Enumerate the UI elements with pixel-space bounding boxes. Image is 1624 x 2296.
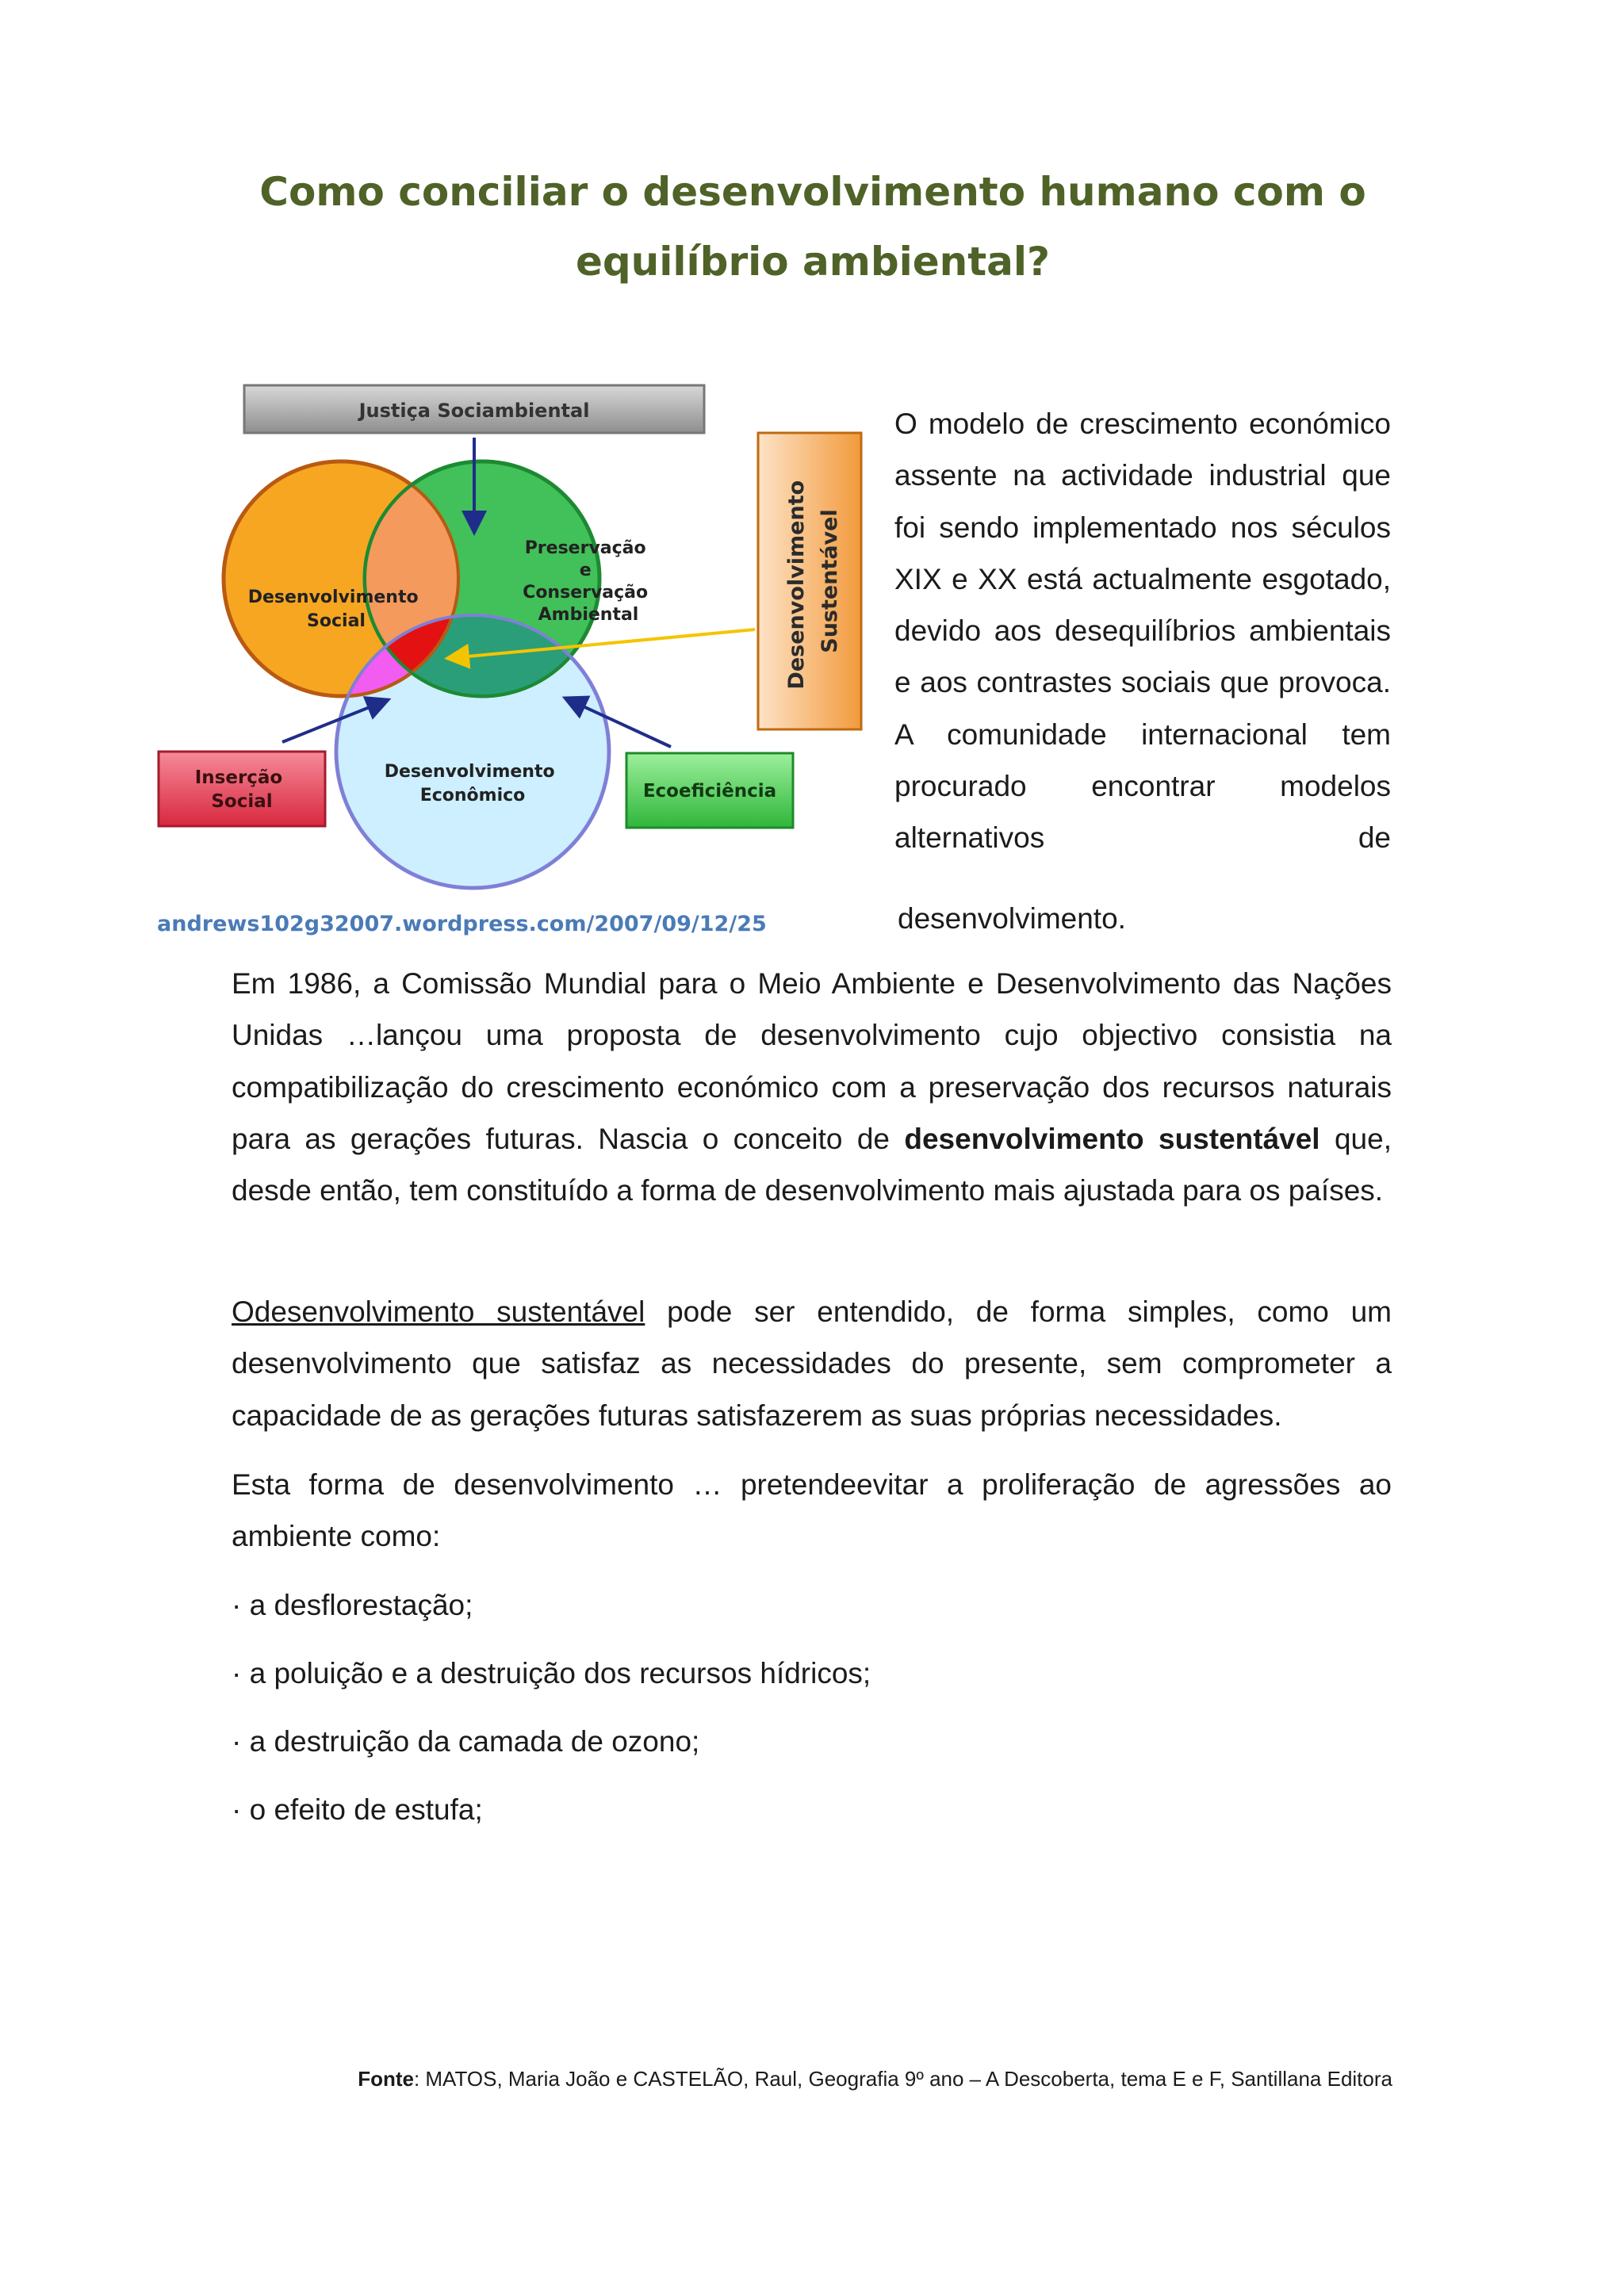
definition-term: Odesenvolvimento sustentável — [232, 1295, 645, 1328]
source-label: Fonte — [358, 2067, 414, 2091]
list-item: · a destruição da camada de ozono; — [232, 1725, 700, 1758]
social-inclusion-label-1: Inserção — [194, 767, 283, 788]
paragraph-3: Esta forma de desenvolvimento … pretendeevitar a proliferação de agressões ao ambiente como: — [232, 1468, 1392, 1553]
sustainable-banner-label-1: Desenvolvimento — [784, 480, 809, 690]
page-title: Como conciliar o desenvolvimento humano com o equilíbrio ambiental? — [259, 169, 1366, 285]
paragraph-1: Em 1986, a Comissão Mundial para o Meio Ambiente e Desenvolvimento das Nações Unidas …lançou uma proposta de desenvolvimento cujo objectivo consistia na compatibilização do crescimento económico com a preservação dos recursos naturais para as gerações futuras. Nascia o conceito de desenvolvimento sustentável que, desde então, tem constituído a forma de desenvolvimento mais ajustada para os países. — [232, 967, 1392, 1207]
economic-label-2: Econômico — [419, 786, 526, 806]
social-label-1: Desenvolvimento — [247, 587, 419, 607]
list-item: · o efeito de estufa; — [232, 1793, 483, 1826]
justice-banner-label: Justiça Sociambiental — [358, 400, 590, 422]
intro-paragraph: O modelo de crescimento económico assente na actividade industrial que foi sendo implementado nos séculos XIX e XX está actualmente esgotado, devido aos desequilíbrios ambientais e aos contrastes sociais que provoca. A comunidade internacional tem procurado encontrar modelos alternativos de — [894, 408, 1391, 855]
eco-efficiency-label: Ecoeficiência — [642, 781, 777, 802]
social-label-2: Social — [307, 611, 366, 631]
environmental-label-4: Ambiental — [538, 605, 639, 625]
sustainable-banner — [758, 433, 861, 729]
economic-label-1: Desenvolvimento — [384, 762, 555, 782]
source-citation: Fonte: MATOS, Maria João e CASTELÃO, Raul, Geografia 9º ano – A Descoberta, tema E e F, Santillana Editora — [358, 2067, 1392, 2091]
key-term: desenvolvimento sustentável — [904, 1122, 1320, 1155]
environmental-label-1: Preservação — [524, 538, 646, 558]
intro-paragraph-end: desenvolvimento. — [898, 902, 1126, 935]
social-inclusion-box — [159, 752, 325, 826]
social-inclusion-label-2: Social — [211, 791, 273, 812]
sustainable-development-diagram — [155, 373, 877, 896]
environmental-label-3: Conservação — [523, 583, 649, 603]
sustainable-banner-label-2: Sustentável — [818, 509, 842, 653]
list-item: · a poluição e a destruição dos recursos hídricos; — [232, 1657, 871, 1689]
list-item: · a desflorestação; — [232, 1589, 473, 1621]
paragraph-2: Odesenvolvimento sustentável pode ser entendido, de forma simples, como um desenvolvimento que satisfaz as necessidades do presente, sem comprometer a capacidade de as gerações futuras satisfazerem as suas próprias necessidades. — [232, 1295, 1392, 1432]
environmental-label-2: e — [579, 561, 592, 580]
image-source-link[interactable]: andrews102g32007.wordpress.com/2007/09/12/25 — [157, 912, 767, 936]
